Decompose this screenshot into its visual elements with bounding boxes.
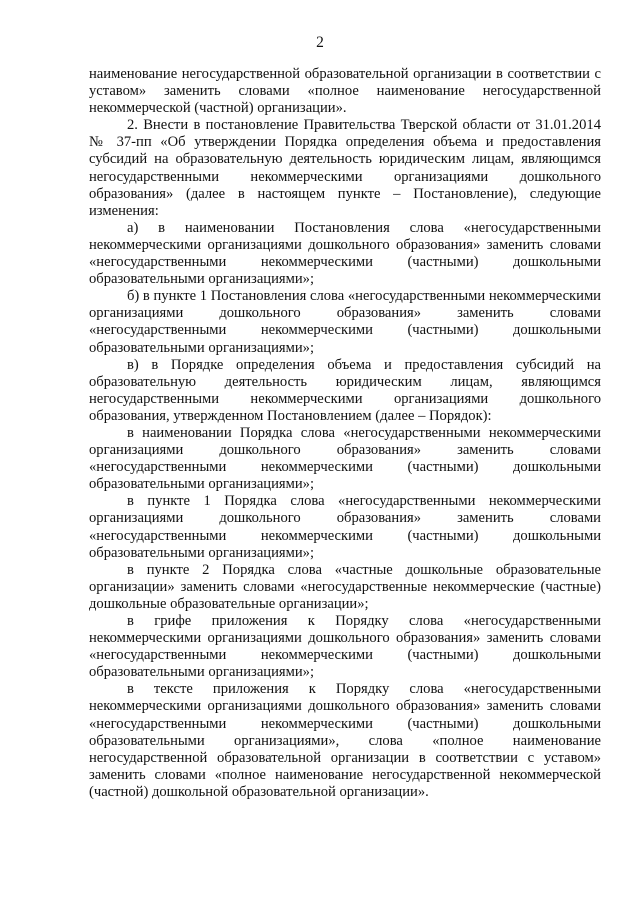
paragraph-appendix-text-change: в тексте приложения к Порядку слова «негосударственными некоммерческими организациями дошкольного образования» заменить словами «негосударственными некоммерческими (частными) дошкольными образовательными организациями», слова «полное наименование негосударственной образовательной организации в соответствии с уставом» заменить словами «полное наименование негосударственной некоммерческой (частной) дошкольной образовательной организации».	[89, 681, 601, 800]
document-body	[89, 66, 601, 801]
page-number: 2	[316, 34, 324, 51]
paragraph-point-2-change: в пункте 2 Порядка слова «частные дошкольные образовательные организации» заменить словами «негосударственные некоммерческие (частные) дошкольные образовательные организации»;	[89, 561, 601, 612]
paragraph-point-1-change: в пункте 1 Порядка слова «негосударственными некоммерческими организациями дошкольного образования» заменить словами «негосударственными некоммерческими (частными) дошкольными образовательными организациями»;	[89, 493, 601, 561]
paragraph-item-2: 2. Внести в постановление Правительства Тверской области от 31.01.2014 № 37-пп «Об утверждении Порядка определения объема и предоставления субсидий на образовательную деятельность юридическим лицам, являющимся негосударственными некоммерческими организациями дошкольного образования» (далее в настоящем пункте – Постановление), следующие изменения:	[89, 117, 601, 219]
paragraph-naming-change: в наименовании Порядка слова «негосударственными некоммерческими организациями дошкольного образования» заменить словами «негосударственными некоммерческими (частными) дошкольными образовательными организациями»;	[89, 424, 601, 493]
paragraph-subitem-b: б) в пункте 1 Постановления слова «негосударственными некоммерческими организациями дошкольного образования» заменить словами «негосударственными некоммерческими (частными) дошкольными образовательными организациями»;	[89, 288, 601, 356]
paragraph-subitem-v: в) в Порядке определения объема и предоставления субсидий на образовательную деятельность юридическим лицам, являющимся негосударственными некоммерческими организациями дошкольного образования, утвержденном Постановлением (далее – Порядок):	[89, 356, 601, 424]
paragraph-continuation: наименование негосударственной образовательной организации в соответствии с уставом» заменить словами «полное наименование негосударственной некоммерческой (частной) организации».	[89, 66, 601, 117]
paragraph-appendix-heading-change: в грифе приложения к Порядку слова «негосударственными некоммерческими организациями дошкольного образования» заменить словами «негосударственными некоммерческими (частными) дошкольными образовательными организациями»;	[89, 613, 601, 681]
paragraph-subitem-a: а) в наименовании Постановления слова «негосударственными некоммерческими организациями дошкольного образования» заменить словами «негосударственными некоммерческими (частными) дошкольными образовательными организациями»;	[89, 219, 601, 288]
